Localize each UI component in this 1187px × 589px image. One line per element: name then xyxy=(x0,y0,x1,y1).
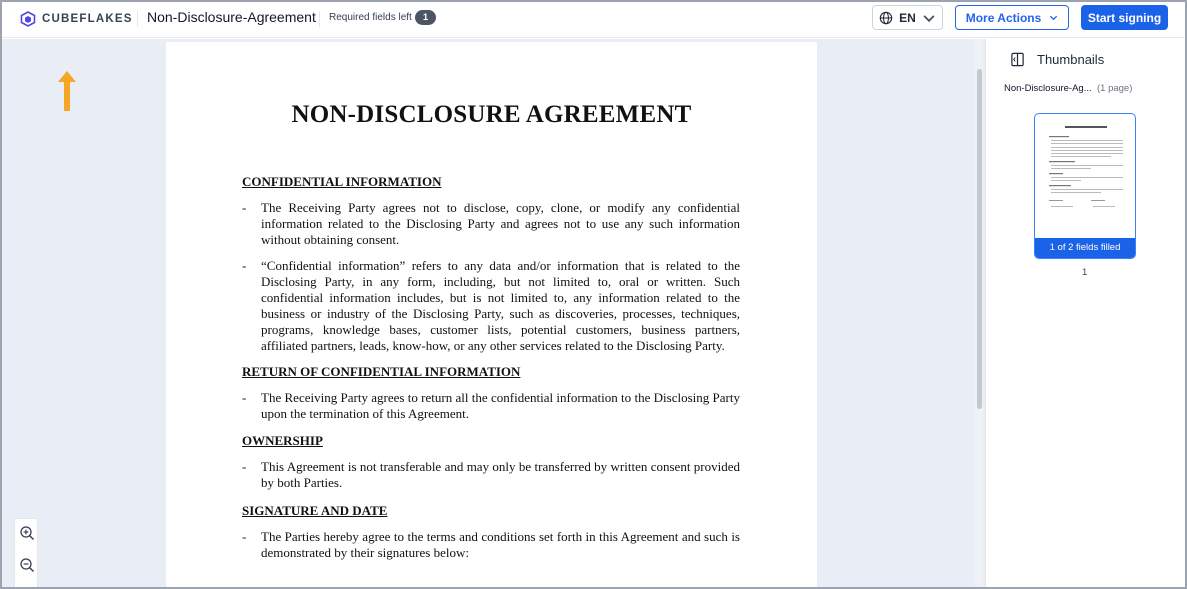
required-fields-label: Required fields left xyxy=(329,12,412,23)
thumbnails-title: Thumbnails xyxy=(1037,52,1105,67)
more-actions-label: More Actions xyxy=(965,10,1042,25)
thumbnail-page-number: 1 xyxy=(1082,267,1088,278)
globe-icon xyxy=(879,11,893,25)
page-thumbnail[interactable] xyxy=(1034,113,1136,259)
divider xyxy=(319,11,320,27)
logo-text: CUBEFLAKES xyxy=(42,13,133,25)
paragraph: This Agreement is not transferable and may only be transferred by written consent provided by both Parties. xyxy=(261,459,740,490)
paragraph: The Receiving Party agrees not to disclose, copy, clone, or modify any confidential information related to the Disclosing Party and agrees not to use any such information without obtaining consent. xyxy=(261,200,740,247)
fields-filled-status: 1 of 2 fields filled xyxy=(1035,238,1135,258)
section-heading: OWNERSHIP xyxy=(242,433,323,448)
sidebar-panel-icon xyxy=(1010,52,1025,67)
bullet: - xyxy=(242,529,247,544)
language-label: EN xyxy=(899,10,916,25)
zoom-out-icon[interactable] xyxy=(19,557,35,573)
thumbnail-preview xyxy=(1041,118,1131,238)
chevron-down-icon xyxy=(1049,13,1058,22)
file-name: Non-Disclosure-Ag... xyxy=(1004,83,1092,94)
file-page-count: (1 page) xyxy=(1097,83,1133,94)
thumbnails-header[interactable] xyxy=(1010,52,1104,67)
start-signing-button[interactable] xyxy=(1081,5,1168,30)
bullet: - xyxy=(242,200,247,215)
bullet: - xyxy=(242,390,247,405)
cube-logo-icon xyxy=(20,11,36,27)
paragraph: The Receiving Party agrees to return all the confidential information to the Disclosing Party upon the termination of this Agreement. xyxy=(261,390,740,421)
document-heading: NON-DISCLOSURE AGREEMENT xyxy=(291,101,692,128)
document-title: Non-Disclosure-Agreement xyxy=(147,9,316,25)
logo[interactable] xyxy=(20,9,133,29)
section-heading: CONFIDENTIAL INFORMATION xyxy=(242,174,442,189)
divider xyxy=(137,11,138,27)
thumbnails-sidebar xyxy=(985,39,1185,589)
more-actions-button[interactable] xyxy=(955,5,1069,30)
bullet: - xyxy=(242,258,247,273)
required-fields-count-badge: 1 xyxy=(415,10,436,25)
chevron-down-icon xyxy=(922,11,936,25)
start-signing-label: Start signing xyxy=(1087,10,1162,25)
zoom-controls xyxy=(14,518,38,589)
top-bar xyxy=(2,2,1185,38)
document-viewer[interactable] xyxy=(2,39,985,589)
bullet: - xyxy=(242,459,247,474)
up-arrow-icon xyxy=(57,70,77,112)
section-heading: SIGNATURE AND DATE xyxy=(242,503,388,518)
document-page xyxy=(166,42,817,589)
paragraph: “Confidential information” refers to any data and/or information that is related to the Disclosing Party, in any form, including, but not limited to, oral or written. Such confidential information includes, but is not limited to, any information related to the business or industry of the Disclosing Party, such as discoveries, processes, techniques, programs, knowledge bases, customer lists, potential customers, business partners, affiliated partners, leads, know-how, or any other services related to the Disclosing Party. xyxy=(261,258,740,353)
language-select[interactable] xyxy=(872,5,943,30)
scrollbar-thumb[interactable] xyxy=(977,69,982,409)
zoom-in-icon[interactable] xyxy=(19,525,35,541)
section-heading: RETURN OF CONFIDENTIAL INFORMATION xyxy=(242,364,521,379)
paragraph: The Parties hereby agree to the terms and conditions set forth in this Agreement and such is demonstrated by their signatures below: xyxy=(261,529,740,560)
